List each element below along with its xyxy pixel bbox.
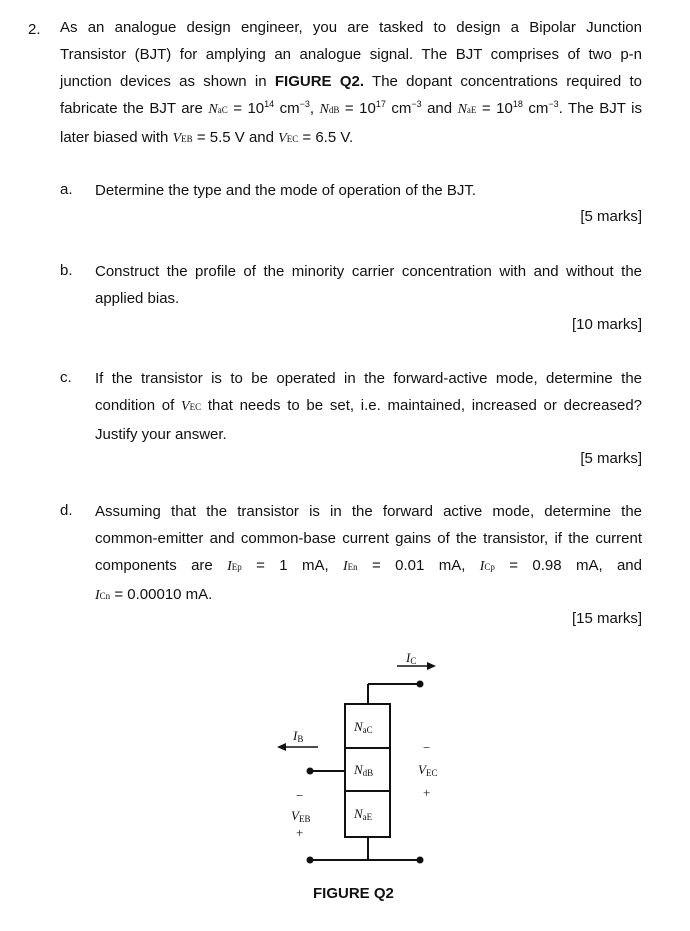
veb-minus: − — [296, 788, 304, 803]
part-d-text — [95, 498, 642, 610]
part-b-text — [95, 258, 642, 312]
intro-line-3 — [60, 68, 642, 95]
part-b-marks: [10 marks] — [571, 316, 642, 333]
figure-ref: FIGURE Q2. — [274, 73, 365, 90]
part-a-label: a. — [60, 181, 73, 198]
var-N-dB: NdB — [319, 102, 340, 117]
intro-line-5: later biased with VEB = 5.5 V and VEC = 6.5 V. — [60, 129, 354, 146]
part-d-line-1: Assuming that the transistor is in the forward active mode, determine the — [95, 503, 642, 520]
intro-text: junction devices as shown in — [60, 73, 267, 90]
part-d-line-3: components are IEp = 1 mA, IEn = 0.01 mA, ICp = 0.98 mA, and — [95, 557, 642, 574]
intro-text: fabricate the BJT are — [60, 100, 203, 117]
part-d-line-4: ICn = 0.00010 mA. — [95, 586, 213, 603]
part-d-label: d. — [60, 502, 73, 519]
part-a-text: Determine the type and the mode of operation of the BJT. — [95, 182, 477, 199]
label-ndb: NdB — [354, 762, 374, 778]
emitter-terminal-right — [417, 857, 424, 864]
part-c-line-1: If the transistor is to be operated in the forward-active mode, determine the — [95, 370, 642, 387]
part-c-marks: [5 marks] — [580, 450, 642, 467]
part-d-marks: [15 marks] — [571, 610, 642, 627]
var-V-EC: VEC — [278, 131, 299, 146]
emitter-terminal-left — [307, 857, 314, 864]
part-c-line-3: Justify your answer. — [95, 426, 227, 443]
part-c-label: c. — [60, 369, 72, 386]
intro-line-1: As an analogue design engineer, you are tasked to design a Bipolar Junction — [60, 19, 642, 36]
part-b-label: b. — [60, 262, 73, 279]
part-c-line-2: condition of VEC that needs to be set, i.e. maintained, increased or decreased? — [95, 397, 642, 414]
veb-plus: + — [296, 825, 304, 840]
ib-arrow-head-icon — [277, 743, 286, 751]
figure-caption: FIGURE Q2 — [313, 885, 394, 902]
question-number: 2. — [28, 21, 41, 38]
vec-plus: + — [423, 785, 431, 800]
figure-q2-diagram — [0, 640, 690, 880]
label-vec: VEC — [418, 762, 438, 778]
var-V-EB: VEB — [172, 131, 193, 146]
vec-minus: − — [423, 740, 431, 755]
label-nac: NaC — [354, 719, 373, 735]
question-intro — [60, 14, 642, 153]
var-N-aC: NaC — [208, 102, 228, 117]
label-ib: IB — [293, 728, 304, 744]
var-N-aE: NaE — [457, 102, 477, 117]
intro-line-4: fabricate the BJT are NaC = $10^{14}$ $cm^{-3}$, NdB = $10^{17}$ $cm^{-3}$ and NaE = $10^{18}$ $cm^{-3}$. The BJT is — [60, 99, 642, 117]
var-V-EC: VEC — [181, 399, 202, 414]
collector-terminal — [417, 681, 424, 688]
label-ic: IC — [406, 650, 417, 666]
intro-line-2: Transistor (BJT) for amplying an analogue signal. The BJT comprises of two p-n — [60, 46, 642, 63]
ic-arrow-head-icon — [427, 662, 436, 670]
part-d-line-2: common-emitter and common-base current gains of the transistor, if the current — [95, 530, 642, 547]
intro-text: The dopant concentrations required to — [372, 73, 643, 90]
part-a-marks: [5 marks] — [580, 208, 642, 225]
base-terminal — [307, 768, 314, 775]
part-c-text — [95, 365, 642, 448]
label-veb: VEB — [291, 808, 311, 824]
part-b-line-2: applied bias. — [95, 290, 180, 307]
part-b-line-1: Construct the profile of the minority carrier concentration with and without the — [95, 263, 642, 280]
label-nae: NaE — [354, 806, 373, 822]
